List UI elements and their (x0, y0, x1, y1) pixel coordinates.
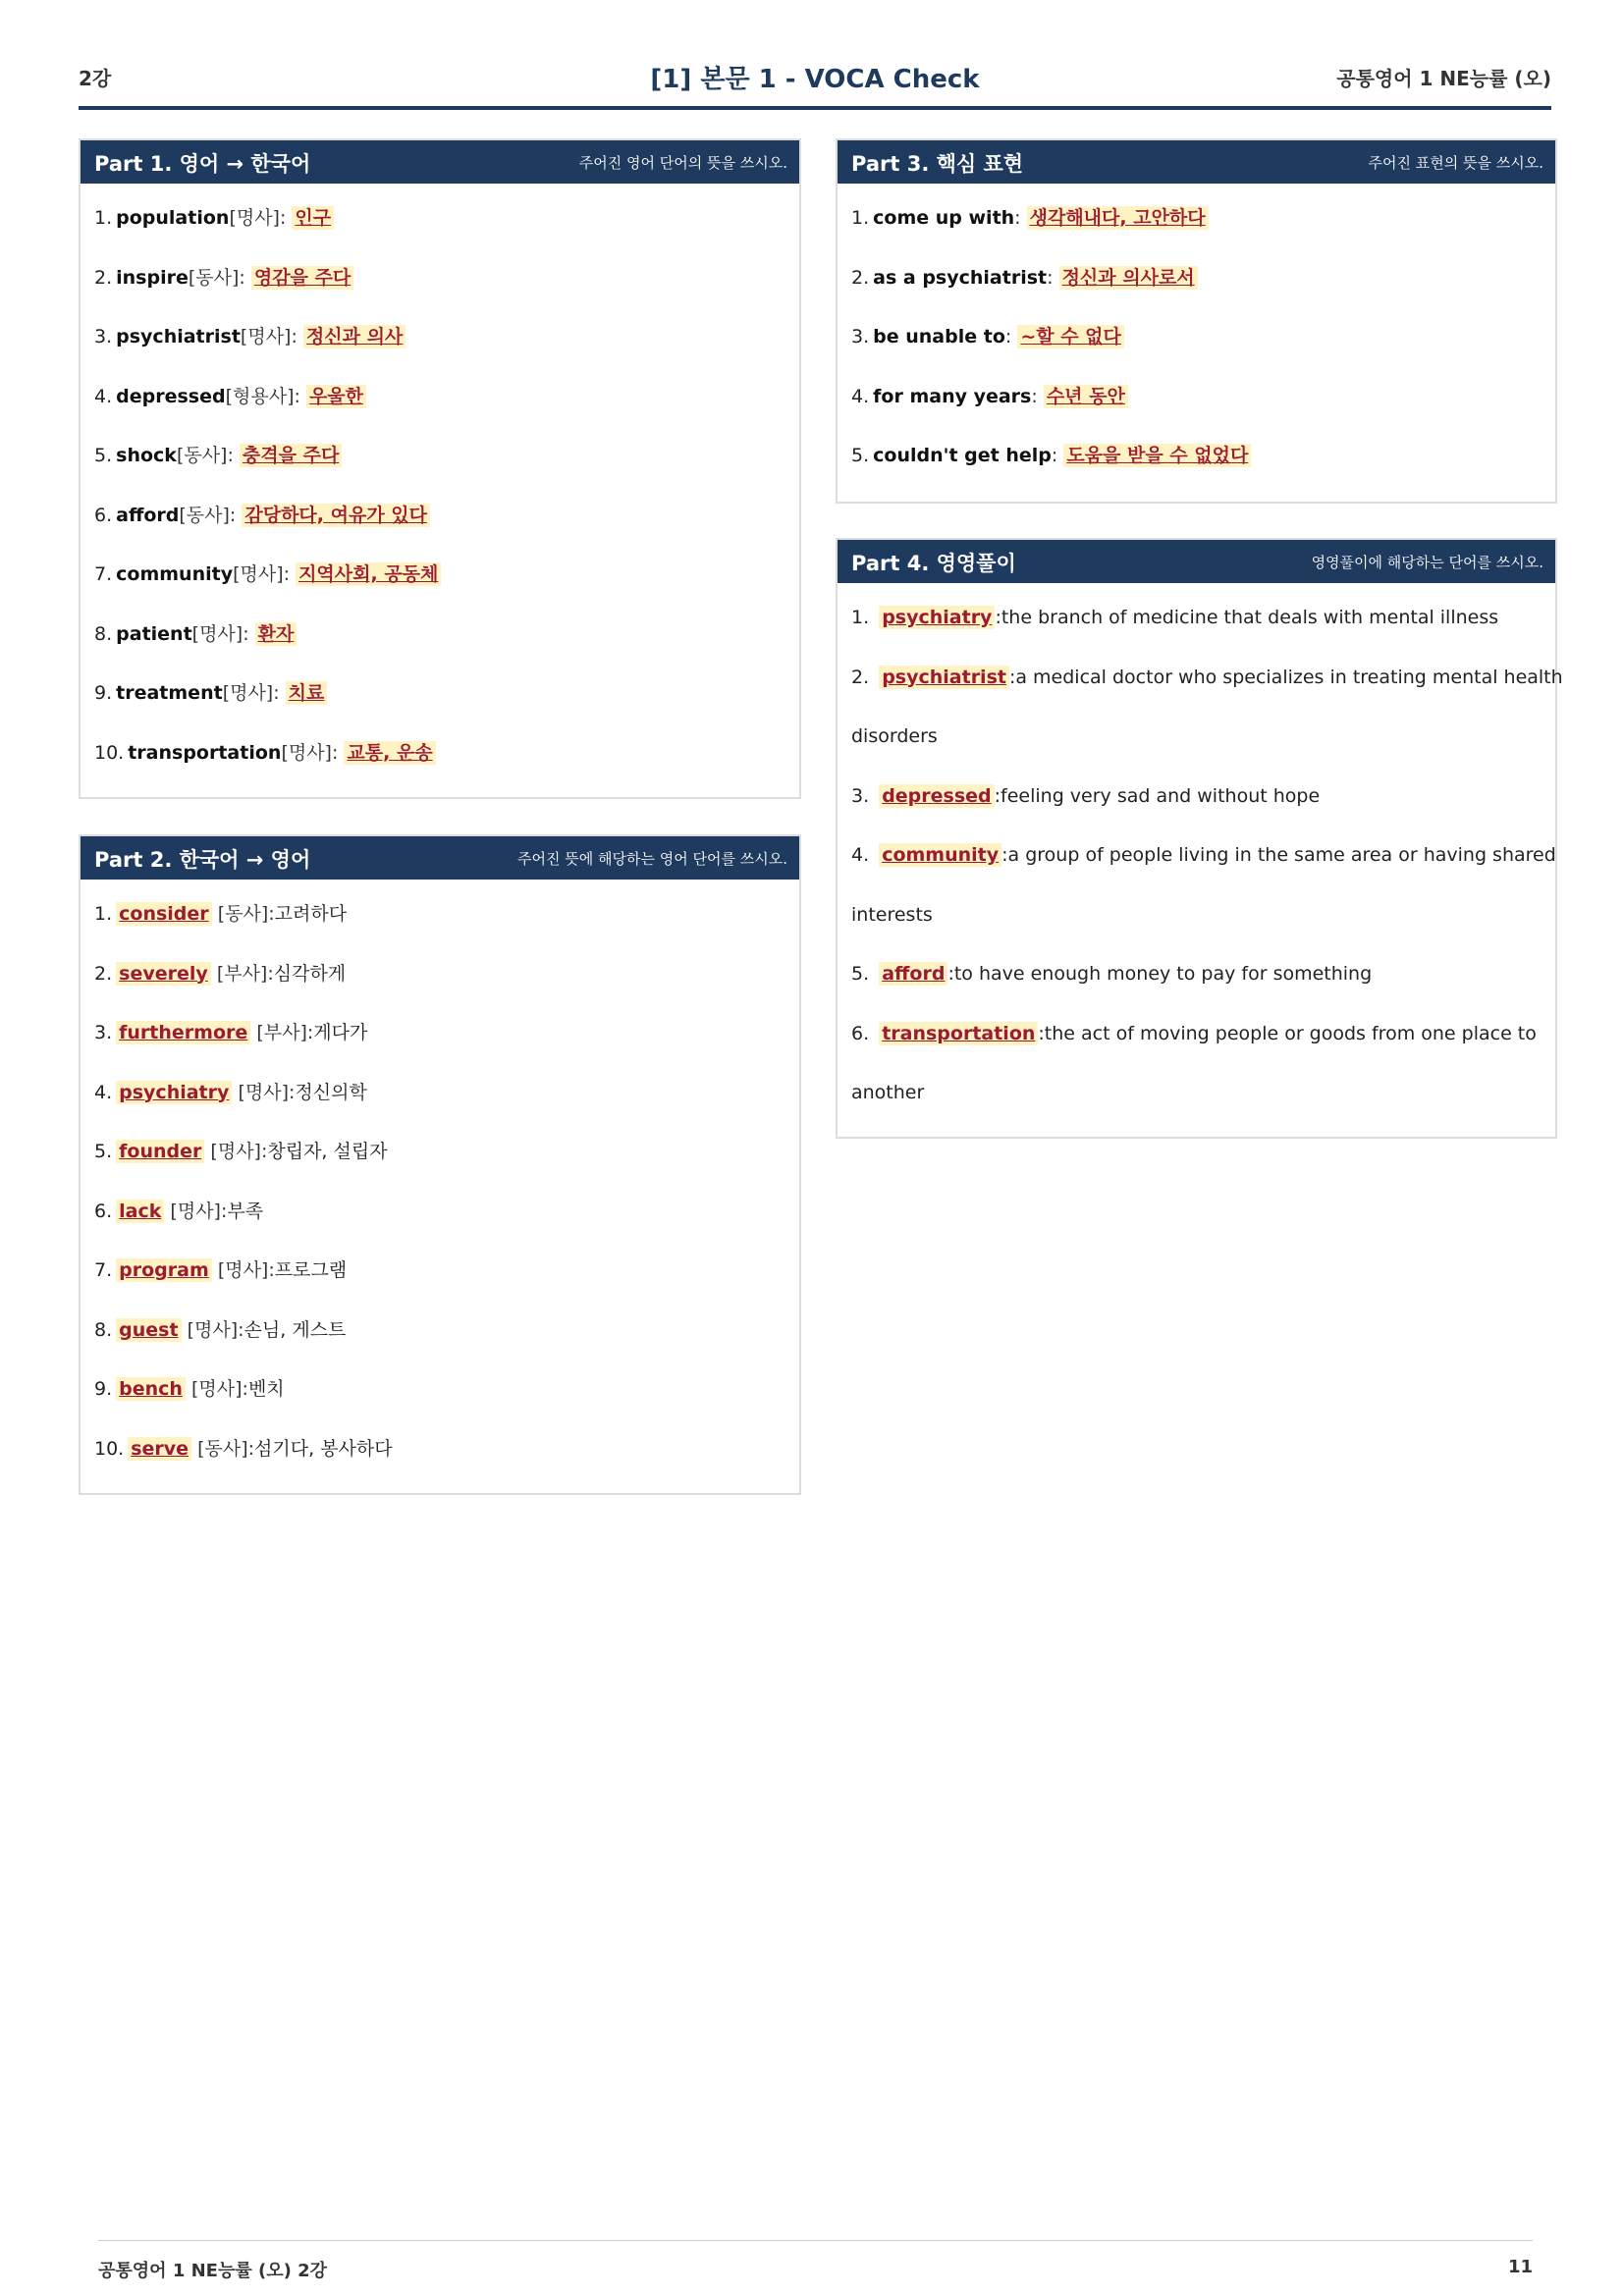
list-item (94, 561, 799, 621)
item-number: 5. (851, 963, 870, 985)
item-number: 4. (94, 1081, 113, 1103)
item-answer: 충격을 주다 (240, 444, 342, 467)
list-item (851, 961, 1555, 1021)
item-meaning: 벤치 (247, 1378, 285, 1400)
item-number: 3. (851, 784, 870, 807)
page-footer (98, 2240, 1533, 2280)
item-pos: [동사]: (179, 504, 237, 526)
part1-title: Part 1. 영어 → 한국어 (94, 152, 311, 176)
lesson-label: 2강 (79, 67, 112, 90)
list-item (94, 740, 799, 800)
item-number: 8. (94, 1318, 113, 1341)
item-answer: psychiatry (116, 1081, 232, 1104)
part3-header (838, 140, 1555, 184)
item-pos: [부사]: (256, 1022, 314, 1043)
page-header (79, 57, 1551, 110)
list-item (94, 1257, 799, 1317)
item-definition: :to have enough money to pay for something (947, 963, 1373, 985)
item-number: 6. (94, 504, 113, 526)
item-definition: :a medical doctor who specializes in treating mental health (1008, 666, 1563, 688)
item-answer: 치료 (286, 681, 328, 705)
item-word: depressed (116, 385, 226, 407)
item-answer: 정신과 의사로서 (1059, 266, 1198, 290)
list-item (851, 384, 1555, 444)
list-item (94, 680, 799, 740)
item-pos: [명사]: (191, 622, 249, 645)
list-item (851, 1021, 1555, 1081)
list-item (94, 1080, 799, 1140)
item-answer: 우울한 (306, 385, 366, 408)
item-pos: [동사]: (176, 445, 234, 466)
item-definition-continued: another (851, 1082, 925, 1103)
item-definition-continued: disorders (851, 725, 938, 747)
list-item (94, 621, 799, 681)
footer-textbook-label: 공통영어 1 NE능률 (오) 2강 (98, 2261, 328, 2281)
item-meaning: 손님, 게스트 (243, 1318, 347, 1341)
page-title: [1] 본문 1 - VOCA Check (650, 65, 980, 94)
list-item (851, 842, 1555, 902)
item-separator: : (1004, 326, 1012, 347)
item-answer: ~할 수 없다 (1017, 325, 1124, 348)
item-pos: [명사]: (210, 1141, 268, 1162)
list-item (94, 961, 799, 1021)
page-number: 11 (1507, 2257, 1533, 2277)
item-separator: : (1051, 445, 1058, 466)
item-answer: serve (128, 1437, 191, 1461)
item-definition: :feeling very sad and without hope (994, 784, 1321, 807)
item-number: 5. (94, 445, 113, 466)
item-pos: [명사]: (238, 1081, 296, 1103)
item-pos: [명사]: (281, 741, 339, 764)
item-answer: 생각해내다, 고안하다 (1027, 206, 1209, 230)
item-number: 4. (851, 385, 870, 407)
list-item (851, 605, 1555, 665)
item-number: 5. (94, 1141, 113, 1162)
item-pos: [명사]: (229, 207, 287, 229)
item-separator: : (1047, 266, 1054, 289)
item-answer: 지역사회, 공동체 (296, 562, 441, 586)
item-number: 4. (851, 844, 870, 866)
item-pos: [형용사]: (225, 385, 300, 407)
list-item (94, 1317, 799, 1377)
list-item (851, 324, 1555, 384)
item-answer: afford (879, 962, 947, 986)
item-word: transportation (128, 741, 282, 764)
item-word: treatment (116, 682, 223, 704)
list-item (94, 1020, 799, 1080)
list-item (851, 443, 1555, 503)
item-phrase: as a psychiatrist (873, 266, 1048, 289)
part4-list (838, 583, 1563, 1140)
item-number: 4. (94, 385, 113, 407)
part3-panel (836, 138, 1557, 504)
item-answer: severely (116, 962, 211, 986)
item-number: 1. (94, 207, 113, 229)
list-item (94, 324, 799, 384)
list-item (851, 265, 1555, 325)
part1-header (81, 140, 799, 184)
item-number: 2. (94, 266, 113, 289)
item-meaning: 프로그램 (274, 1259, 348, 1281)
part2-list (81, 880, 799, 1495)
item-answer: guest (116, 1318, 181, 1342)
item-pos: [명사]: (170, 1200, 228, 1222)
item-answer: 인구 (292, 206, 334, 230)
item-number: 6. (851, 1022, 870, 1044)
item-word: patient (116, 622, 192, 645)
list-item (851, 783, 1555, 843)
item-meaning: 섬기다, 봉사하다 (254, 1437, 393, 1460)
part2-title: Part 2. 한국어 → 영어 (94, 848, 311, 872)
item-word: afford (116, 504, 180, 526)
item-word: shock (116, 445, 177, 466)
item-answer: psychiatrist (879, 666, 1009, 689)
item-pos: [명사]: (187, 1318, 244, 1341)
item-meaning: 정신의학 (295, 1081, 367, 1103)
item-phrase: come up with (873, 207, 1015, 229)
item-answer: depressed (879, 784, 994, 808)
list-item (94, 901, 799, 961)
item-answer: 도움을 받을 수 없었다 (1063, 444, 1251, 467)
part1-instruction: 주어진 영어 단어의 뜻을 쓰시오. (578, 154, 787, 172)
item-answer: 감당하다, 여유가 있다 (242, 504, 430, 527)
item-number: 9. (94, 1378, 113, 1400)
list-item (94, 1199, 799, 1258)
item-definition: :the act of moving people or goods from one place to (1038, 1022, 1537, 1044)
list-item (851, 205, 1555, 265)
item-word: community (116, 563, 234, 585)
part3-instruction: 주어진 표현의 뜻을 쓰시오. (1368, 154, 1543, 172)
item-number: 5. (851, 445, 870, 466)
part4-panel (836, 538, 1563, 1139)
item-pos: [명사]: (222, 682, 280, 704)
list-item (94, 1436, 799, 1496)
part2-header (81, 836, 799, 880)
item-number: 2. (94, 962, 113, 985)
item-phrase: be unable to (873, 326, 1005, 347)
item-answer: program (116, 1258, 212, 1282)
item-number: 7. (94, 563, 113, 585)
list-item (94, 503, 799, 562)
item-meaning: 고려하다 (274, 903, 348, 925)
item-separator: : (1031, 385, 1038, 407)
item-pos: [명사]: (240, 326, 298, 347)
item-definition-continued: interests (851, 903, 933, 926)
item-number: 1. (851, 607, 870, 628)
item-answer: bench (116, 1377, 186, 1401)
part4-title: Part 4. 영영풀이 (851, 552, 1016, 575)
part1-list (81, 184, 799, 799)
item-word: inspire (116, 266, 189, 289)
item-meaning: 부족 (227, 1200, 264, 1222)
item-number: 8. (94, 622, 113, 645)
part4-header (838, 540, 1555, 583)
item-number: 10. (94, 741, 125, 764)
item-number: 3. (851, 326, 870, 347)
item-answer: 교통, 운송 (344, 741, 435, 765)
item-pos: [동사]: (217, 903, 275, 925)
list-item (94, 384, 799, 444)
item-number: 7. (94, 1259, 113, 1281)
item-phrase: for many years (873, 385, 1032, 407)
part3-list (838, 184, 1555, 503)
item-number: 9. (94, 682, 113, 704)
item-answer: 정신과 의사 (303, 325, 406, 348)
item-answer: founder (116, 1140, 204, 1163)
item-answer: transportation (879, 1022, 1038, 1045)
item-meaning: 게다가 (313, 1022, 368, 1043)
item-definition: :a group of people living in the same area or having shared (1001, 844, 1556, 866)
part2-instruction: 주어진 뜻에 해당하는 영어 단어를 쓰시오. (517, 850, 787, 868)
item-answer: psychiatry (879, 606, 995, 629)
item-number: 2. (851, 666, 870, 688)
list-item (94, 265, 799, 325)
item-word: psychiatrist (116, 326, 241, 347)
list-item (94, 205, 799, 265)
item-answer: 환자 (255, 622, 298, 646)
item-separator: : (1014, 207, 1021, 229)
item-pos: [동사]: (188, 266, 245, 289)
item-answer: consider (116, 902, 212, 926)
item-number: 1. (851, 207, 870, 229)
list-item (94, 443, 799, 503)
item-pos: [부사]: (216, 962, 274, 985)
item-answer: 수년 동안 (1044, 385, 1128, 408)
item-pos: [명사]: (233, 563, 291, 585)
item-answer: community (879, 843, 1001, 867)
item-phrase: couldn't get help (873, 445, 1052, 466)
item-word: population (116, 207, 230, 229)
item-meaning: 창립자, 설립자 (267, 1141, 388, 1162)
item-number: 2. (851, 266, 870, 289)
part3-title: Part 3. 핵심 표현 (851, 152, 1024, 176)
item-meaning: 심각하게 (273, 962, 347, 985)
item-number: 3. (94, 1022, 113, 1043)
list-item (851, 665, 1563, 724)
item-number: 1. (94, 903, 113, 925)
list-item (94, 1376, 799, 1436)
item-number: 6. (94, 1200, 113, 1222)
item-number: 3. (94, 326, 113, 347)
list-item (94, 1139, 799, 1199)
item-number: 10. (94, 1437, 125, 1460)
item-pos: [명사]: (217, 1259, 275, 1281)
part1-panel (79, 138, 801, 799)
item-answer: lack (116, 1200, 164, 1223)
item-answer: 영감을 주다 (251, 266, 353, 290)
item-pos: [명사]: (191, 1378, 248, 1400)
item-definition: :the branch of medicine that deals with mental illness (995, 607, 1499, 628)
part2-panel (79, 834, 801, 1495)
textbook-label: 공통영어 1 NE능률 (오) (1336, 67, 1551, 90)
item-answer: furthermore (116, 1021, 250, 1044)
part4-instruction: 영영풀이에 해당하는 단어를 쓰시오. (1311, 554, 1543, 571)
item-pos: [동사]: (197, 1437, 255, 1460)
